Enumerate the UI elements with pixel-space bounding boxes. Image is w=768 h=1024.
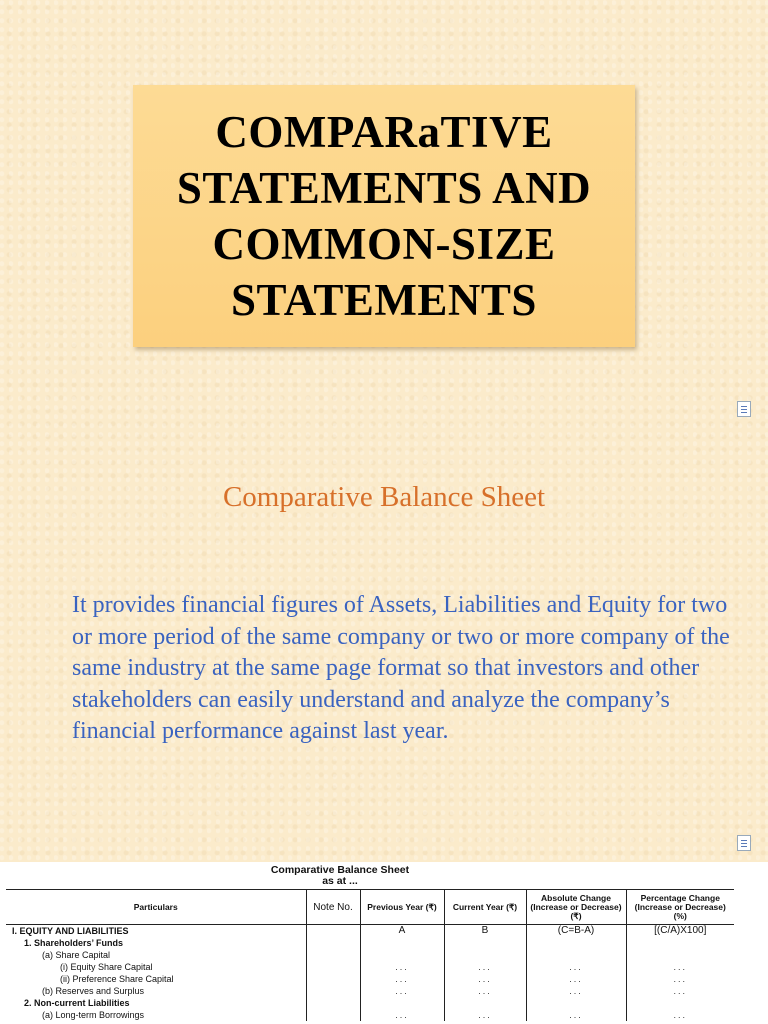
percentage-change-cell: ... bbox=[626, 985, 734, 997]
absolute-change-cell: ... bbox=[526, 973, 626, 985]
absolute-change-cell: ... bbox=[526, 961, 626, 973]
absolute-change-cell bbox=[526, 997, 626, 1009]
absolute-change-cell: ... bbox=[526, 1009, 626, 1021]
current-year-cell: ... bbox=[444, 973, 526, 985]
current-year-cell bbox=[444, 997, 526, 1009]
title-line-1: COMPARaTIVE bbox=[215, 107, 553, 157]
percentage-change-cell bbox=[626, 937, 734, 949]
particulars-cell: (i) Equity Share Capital bbox=[60, 962, 153, 972]
percentage-change-cell bbox=[626, 949, 734, 961]
particulars-cell: (a) Long-term Borrowings bbox=[42, 1010, 145, 1020]
note-cell bbox=[306, 997, 360, 1009]
sheet-title-line-1: Comparative Balance Sheet bbox=[270, 864, 410, 876]
previous-year-cell bbox=[360, 949, 444, 961]
particulars-cell: 1. Shareholders’ Funds bbox=[24, 938, 124, 948]
header-absolute-change: Absolute Change (Increase or Decrease) (₹) bbox=[526, 890, 626, 925]
table-row bbox=[6, 973, 734, 985]
section-heading: Comparative Balance Sheet bbox=[222, 481, 546, 513]
percentage-change-cell: ... bbox=[626, 961, 734, 973]
previous-year-cell: ... bbox=[360, 985, 444, 997]
absolute-change-cell: ... bbox=[526, 985, 626, 997]
previous-year-cell: ... bbox=[360, 961, 444, 973]
current-year-cell: ... bbox=[444, 961, 526, 973]
balance-sheet-table bbox=[6, 889, 734, 1021]
previous-year-cell bbox=[360, 997, 444, 1009]
particulars-cell: (b) Reserves and Surplus bbox=[42, 986, 145, 996]
title-line-4: STATEMENTS bbox=[231, 275, 537, 325]
table-row bbox=[6, 1009, 734, 1021]
note-cell bbox=[306, 973, 360, 985]
header-note: Note No. bbox=[306, 890, 360, 925]
percentage-change-cell: ... bbox=[626, 973, 734, 985]
table-header-row bbox=[6, 890, 734, 925]
header-percentage-change: Percentage Change (Increase or Decrease) (%) bbox=[626, 890, 734, 925]
absolute-change-cell: (C=B-A) bbox=[526, 925, 626, 938]
absolute-change-cell bbox=[526, 937, 626, 949]
percentage-change-cell: [(C/A)X100] bbox=[626, 925, 734, 938]
header-particulars: Particulars bbox=[6, 890, 306, 925]
note-cell bbox=[306, 1009, 360, 1021]
note-cell bbox=[306, 949, 360, 961]
current-year-cell bbox=[444, 949, 526, 961]
particulars-cell: (ii) Preference Share Capital bbox=[60, 974, 174, 984]
title-line-2: STATEMENTS AND bbox=[176, 163, 592, 213]
percentage-change-cell: ... bbox=[626, 1009, 734, 1021]
absolute-change-cell bbox=[526, 949, 626, 961]
previous-year-cell bbox=[360, 937, 444, 949]
table-row bbox=[6, 985, 734, 997]
particulars-cell: (a) Share Capital bbox=[42, 950, 111, 960]
table-row bbox=[6, 937, 734, 949]
note-cell bbox=[306, 925, 360, 938]
table-row bbox=[6, 949, 734, 961]
title-box bbox=[133, 85, 635, 347]
current-year-cell: ... bbox=[444, 985, 526, 997]
table-row bbox=[6, 997, 734, 1009]
title-line-3: COMMON-SIZE bbox=[212, 219, 556, 269]
table-row bbox=[6, 925, 734, 938]
previous-year-cell: ... bbox=[360, 1009, 444, 1021]
sheet-title bbox=[0, 865, 680, 887]
current-year-cell bbox=[444, 937, 526, 949]
particulars-cell: 2. Non-current Liabilities bbox=[24, 998, 130, 1008]
note-cell bbox=[306, 961, 360, 973]
header-previous-year: Previous Year (₹) bbox=[360, 890, 444, 925]
current-year-cell: B bbox=[444, 925, 526, 938]
header-current-year: Current Year (₹) bbox=[444, 890, 526, 925]
note-cell bbox=[306, 985, 360, 997]
current-year-cell: ... bbox=[444, 1009, 526, 1021]
sheet-title-line-2: as at ... bbox=[322, 875, 358, 887]
balance-sheet-image bbox=[0, 862, 768, 1024]
document-icon[interactable] bbox=[737, 835, 751, 851]
previous-year-cell: A bbox=[360, 925, 444, 938]
table-row bbox=[6, 961, 734, 973]
particulars-cell: I. EQUITY AND LIABILITIES bbox=[12, 926, 129, 936]
previous-year-cell: ... bbox=[360, 973, 444, 985]
percentage-change-cell bbox=[626, 997, 734, 1009]
note-cell bbox=[306, 937, 360, 949]
document-icon[interactable] bbox=[737, 401, 751, 417]
description-text: It provides financial figures of Assets, Liabilities and Equity for two or more period of the same company or two or more company of the same industry at the same page format so that investors and other stakeholders can easily understand and analyze the company’s financial performance against last year. bbox=[72, 592, 730, 744]
